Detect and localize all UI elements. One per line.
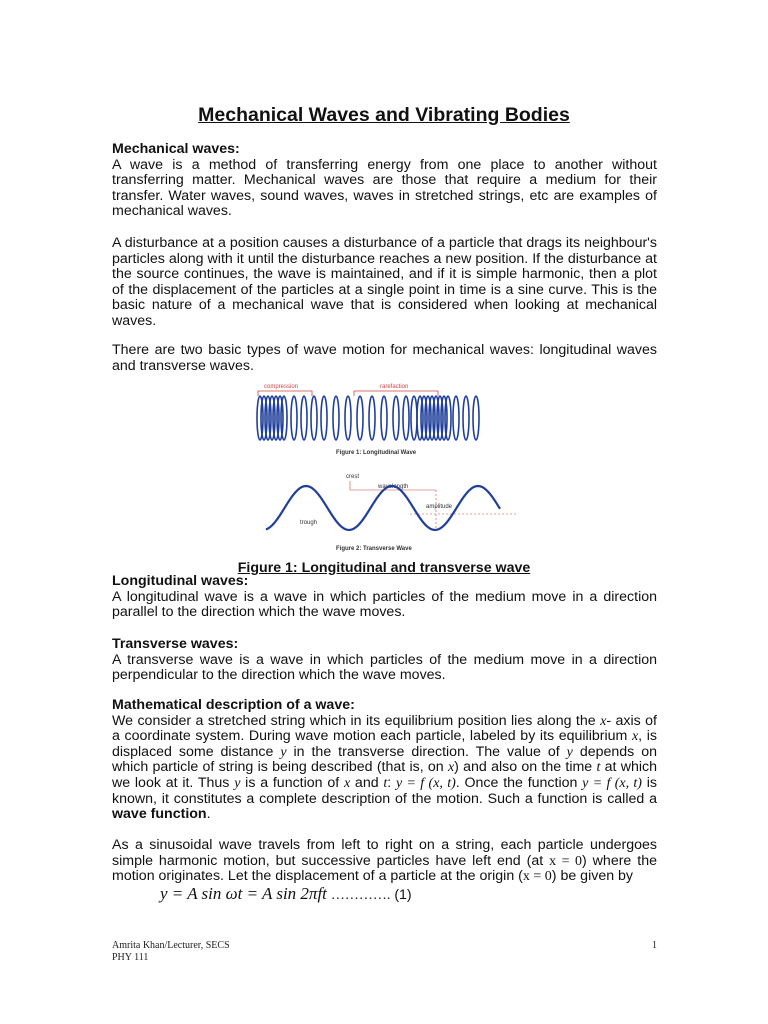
- coil-loop: [311, 396, 317, 440]
- compression-label: compression: [264, 384, 299, 390]
- crest-label: crest: [346, 474, 360, 480]
- section-longitudinal: [112, 574, 657, 621]
- wave-figure: [250, 378, 520, 556]
- coil-loop: [333, 396, 339, 440]
- paragraph-math-2: As a sinusoidal wave travels from left to right on a string, each particle undergoes simple harmonic motion, but successive particles have left end (at x = 0) where the motion originates. Let the displacement of a particle at the origin (x = 0) be given by: [112, 837, 657, 885]
- equation-dots: ………….: [330, 888, 391, 903]
- wave-function-term: wave function: [112, 806, 207, 823]
- page-number: 1: [652, 940, 657, 951]
- section-transverse: [112, 637, 657, 684]
- coil-loop: [463, 396, 469, 440]
- figure-caption: Figure 1: Longitudinal and transverse wave: [237, 560, 531, 576]
- paragraph-math-1: We consider a stretched string which in its equilibrium position lies along the x- axis of a coordinate system. During wave motion each particle, labeled by its equilibrium x, is displaced some distance y in the transverse direction. The value of y depends on which particle of string is being described (that is, on x) and also on the time t at which we look at it. Thus y is a function of x and t: y = f (x, t). Once the function y = f (x, t) is known, it constitutes a complete description of the motion. Such a function is called a wave function.: [112, 712, 657, 823]
- paragraph-mech-2: A disturbance at a position causes a disturbance of a particle that drags its neighbour's particles along with it until the disturbance reaches a new position. If the disturbance at the source continues, the wave is maintained, and if it is simple harmonic, then a plot of the displacement of the particles at a single point in time is a sine curve. This is the basic nature of a mechanical wave that is considered when looking at mechanical waves.: [112, 235, 657, 329]
- fig2-label: Figure 2: Transverse Wave: [336, 546, 412, 552]
- coil-loop: [369, 396, 375, 440]
- amplitude-label: amplitude: [426, 504, 453, 510]
- heading-transverse: Transverse waves:: [112, 636, 239, 652]
- coil-loop: [357, 396, 363, 440]
- heading-math-description: Mathematical description of a wave:: [112, 697, 355, 713]
- coil-loop: [453, 396, 459, 440]
- coil-loop: [393, 396, 399, 440]
- heading-mechanical-waves: Mechanical waves:: [112, 141, 240, 157]
- coil-loop: [291, 396, 297, 440]
- footer-author: Amrita Khan/Lecturer, SECS: [112, 940, 230, 951]
- wavelength-label: wavelength: [378, 484, 409, 490]
- coil-loop: [281, 396, 287, 440]
- section-mechanical-waves: [112, 142, 657, 220]
- equation-expression: y = A sin ωt = A sin 2πft: [160, 884, 327, 903]
- equation-number: (1): [394, 887, 412, 903]
- coil-loop: [301, 396, 307, 440]
- fig1-label: Figure 1: Longitudinal Wave: [336, 450, 417, 456]
- paragraph-mech-1: A wave is a method of transferring energy from one place to another without transferring matter. Mechanical waves are those that require a medium for their transfer. Water waves, sound waves, waves in stretched strings, etc are examples of mechanical waves.: [112, 156, 657, 220]
- trough-label: trough: [300, 520, 318, 526]
- rarefaction-label: rarefaction: [380, 384, 409, 390]
- heading-longitudinal: Longitudinal waves:: [112, 573, 249, 589]
- coil-loop: [411, 396, 417, 440]
- coil-loop: [321, 396, 327, 440]
- longitudinal-coils: [257, 396, 479, 440]
- page-title: Mechanical Waves and Vibrating Bodies: [198, 104, 570, 126]
- coil-loop: [381, 396, 387, 440]
- paragraph-longitudinal: A longitudinal wave is a wave in which particles of the medium move in a direction parallel to the direction which the wave moves.: [112, 588, 657, 621]
- paragraph-mech-3: There are two basic types of wave motion for mechanical waves: longitudinal waves and transverse waves.: [112, 342, 657, 374]
- coil-loop: [345, 396, 351, 440]
- coil-loop: [473, 396, 479, 440]
- page-footer: [112, 940, 657, 964]
- footer-course: PHY 111: [112, 952, 149, 963]
- paragraph-transverse: A transverse wave is a wave in which particles of the medium move in a direction perpendicular to the direction which the wave moves.: [112, 651, 657, 684]
- coil-loop: [403, 396, 409, 440]
- section-math-description: [112, 698, 657, 823]
- coil-loop: [445, 396, 451, 440]
- equation-1: [160, 884, 412, 904]
